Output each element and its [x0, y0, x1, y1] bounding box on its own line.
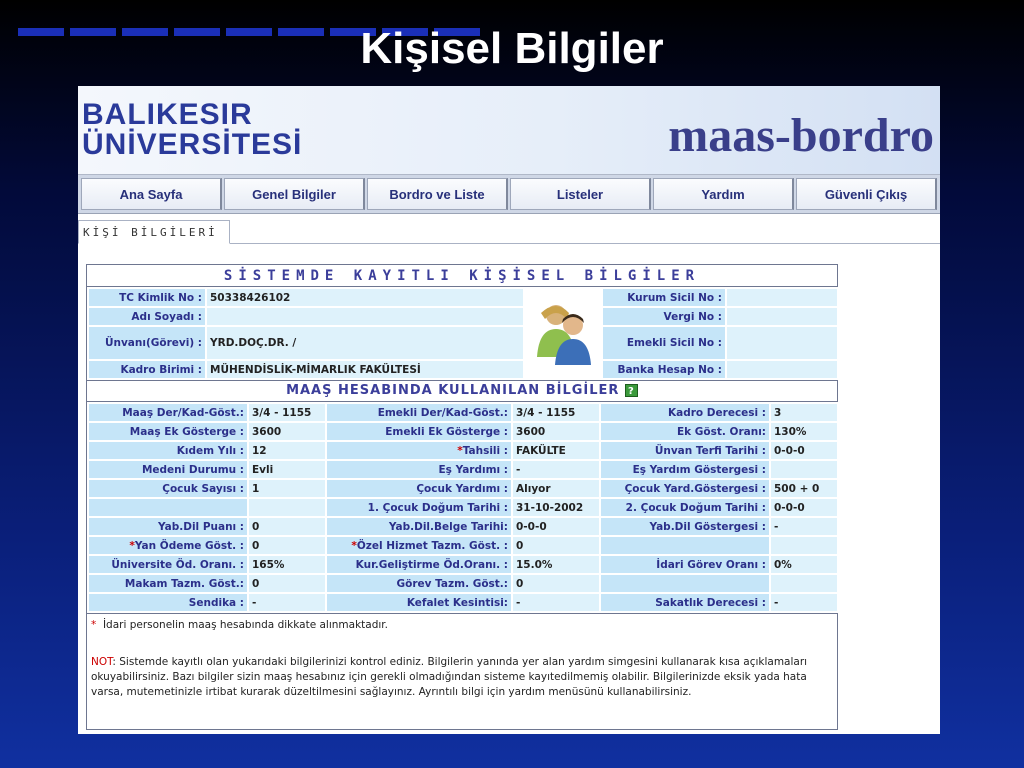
- salary-label: [88, 441, 248, 460]
- salary-label: [88, 574, 248, 593]
- salary-label: [600, 555, 770, 574]
- salary-label-text: Yab.Dil Göstergesi :: [649, 520, 766, 533]
- table-row: [88, 441, 838, 460]
- salary-label-text: Kur.Geliştirme Öd.Oranı. :: [355, 558, 508, 571]
- salary-value-text: -: [774, 596, 779, 609]
- salary-label-text: Kıdem Yılı :: [176, 444, 244, 457]
- salary-label-text: Yan Ödeme Göst. :: [134, 539, 244, 552]
- salary-label: [600, 517, 770, 536]
- salary-label: [88, 422, 248, 441]
- salary-value-text: 0-0-0: [774, 444, 805, 457]
- tc-label: TC Kimlik No :: [88, 288, 206, 307]
- unit-label: Kadro Birimi :: [88, 360, 206, 379]
- asterisk-note: * İdari personelin maaş hesabında dikkate alınmaktadır.: [91, 619, 388, 631]
- salary-label: [600, 460, 770, 479]
- users-icon: [535, 299, 591, 365]
- salary-value: [248, 555, 326, 574]
- salary-value-text: 3/4 - 1155: [516, 406, 576, 419]
- salary-label-text: Maaş Der/Kad-Göst.:: [122, 406, 244, 419]
- salary-value-text: 0: [516, 539, 524, 552]
- salary-label: [326, 479, 512, 498]
- salary-value: [248, 574, 326, 593]
- table-row: [88, 403, 838, 422]
- table-row: [88, 574, 838, 593]
- salary-value: [248, 536, 326, 555]
- salary-label: [600, 479, 770, 498]
- salary-value-text: 3600: [516, 425, 546, 438]
- salary-label-text: Eş Yardım Göstergesi :: [632, 463, 766, 476]
- salary-value-text: 0-0-0: [774, 501, 805, 514]
- name-value: [206, 307, 524, 326]
- app-logo: maas-bordro: [668, 109, 934, 162]
- note-label: NOT: [91, 656, 113, 668]
- salary-value-text: 0-0-0: [516, 520, 547, 533]
- app-banner: [78, 86, 940, 174]
- salary-value: [248, 593, 326, 612]
- salary-label: [88, 479, 248, 498]
- salary-label: *Tahsili :: [326, 441, 512, 460]
- salary-value: [248, 441, 326, 460]
- university-logo-line1: BALIKESIR: [82, 98, 253, 131]
- salary-value: [512, 517, 600, 536]
- salary-value: [770, 403, 838, 422]
- salary-label: [326, 517, 512, 536]
- salary-table: [87, 402, 839, 613]
- salary-value: [512, 536, 600, 555]
- salary-value-text: 3/4 - 1155: [252, 406, 312, 419]
- salary-value: [512, 574, 600, 593]
- salary-label-text: Medeni Durumu :: [141, 463, 244, 476]
- salary-label-text: Maaş Ek Gösterge :: [129, 425, 244, 438]
- table-row: [88, 479, 838, 498]
- kurum-label: Kurum Sicil No :: [602, 288, 726, 307]
- vergi-label: Vergi No :: [602, 307, 726, 326]
- salary-value-text: 3600: [252, 425, 282, 438]
- salary-value: [248, 479, 326, 498]
- table-row: [88, 498, 838, 517]
- kurum-value: [726, 288, 838, 307]
- salary-value: [512, 593, 600, 612]
- salary-label: [600, 593, 770, 612]
- salary-value: [248, 422, 326, 441]
- salary-label-text: Tahsili :: [462, 444, 508, 457]
- salary-value-text: FAKÜLTE: [516, 444, 566, 457]
- salary-label-text: Makam Tazm. Göst.:: [124, 577, 244, 590]
- main-nav: [78, 174, 940, 214]
- notes-section: [87, 613, 837, 727]
- salary-label-text: Emekli Ek Gösterge :: [385, 425, 508, 438]
- salary-value: [770, 536, 838, 555]
- salary-value-text: 0: [252, 539, 260, 552]
- salary-value: [512, 555, 600, 574]
- salary-value-text: 0: [516, 577, 524, 590]
- salary-label-text: Sendika :: [188, 596, 244, 609]
- salary-label-text: İdari Görev Oranı :: [656, 558, 766, 571]
- salary-value: [248, 403, 326, 422]
- banka-label: Banka Hesap No :: [602, 360, 726, 379]
- unit-value: MÜHENDİSLİK-MİMARLIK FAKÜLTESİ: [206, 360, 524, 379]
- salary-label-text: Yab.Dil Puanı :: [158, 520, 244, 533]
- university-logo-line2: ÜNİVERSİTESİ: [82, 128, 303, 161]
- salary-value: [512, 422, 600, 441]
- salary-label-text: Sakatlık Derecesi :: [655, 596, 766, 609]
- salary-label: *Özel Hizmet Tazm. Göst. :: [326, 536, 512, 555]
- salary-value: [770, 498, 838, 517]
- salary-value-text: 500 + 0: [774, 482, 820, 495]
- info-note: [91, 655, 833, 700]
- university-logo: [82, 100, 302, 160]
- salary-value: [248, 517, 326, 536]
- nav-logout[interactable]: Güvenli Çıkış: [796, 178, 937, 210]
- salary-value-text: -: [774, 520, 779, 533]
- table-row: [88, 536, 838, 555]
- salary-value-text: 1: [252, 482, 260, 495]
- salary-label-text: Çocuk Yard.Göstergesi :: [624, 482, 766, 495]
- salary-value: [512, 498, 600, 517]
- salary-value: [512, 460, 600, 479]
- salary-label-text: Çocuk Yardımı :: [416, 482, 508, 495]
- salary-label: [88, 498, 248, 517]
- salary-value: [512, 441, 600, 460]
- title-label: Ünvanı(Görevi) :: [88, 326, 206, 360]
- table-row: [88, 288, 838, 307]
- salary-label-text: Yab.Dil.Belge Tarihi:: [388, 520, 508, 533]
- salary-value-text: Alıyor: [516, 482, 551, 495]
- table-row: [88, 422, 838, 441]
- nav-payroll-list[interactable]: Bordro ve Liste: [367, 178, 508, 210]
- salary-value: [770, 422, 838, 441]
- help-icon[interactable]: ?: [625, 384, 638, 397]
- salary-value-text: Evli: [252, 463, 274, 476]
- emekli-label: Emekli Sicil No :: [602, 326, 726, 360]
- table-row: [88, 460, 838, 479]
- salary-value: [770, 479, 838, 498]
- salary-label-text: Ek Göst. Oranı:: [676, 425, 766, 438]
- salary-label-text: Üniversite Öd. Oranı. :: [111, 558, 244, 571]
- salary-value-text: 130%: [774, 425, 807, 438]
- salary-label-text: Özel Hizmet Tazm. Göst. :: [356, 539, 508, 552]
- salary-value-text: 0%: [774, 558, 792, 571]
- salary-value-text: -: [252, 596, 257, 609]
- nav-home[interactable]: Ana Sayfa: [81, 178, 222, 210]
- salary-label-text: Eş Yardımı :: [438, 463, 508, 476]
- salary-title-text: MAAŞ HESABINDA KULLANILAN BİLGİLER: [286, 383, 620, 398]
- slide-title: Kişisel Bilgiler: [360, 24, 664, 73]
- vergi-value: [726, 307, 838, 326]
- salary-value: [512, 479, 600, 498]
- salary-label: [88, 517, 248, 536]
- note-text: : Sistemde kayıtlı olan yukarıdaki bilgilerinizi kontrol ediniz. Bilgilerin yanında yer alan yardım simgesini kullanarak kısa açıklamaları okuyabilirsiniz. Bazı bilgiler sizin maaş hesabınız için gerekli olmadığından sisteme kayıtedilmemiş olabilir. Bilgilerinizde eksik yada hata varsa, mutemetinizle irtibat kurarak düzeltilmesini sağlayınız. Ayrıntılı bilgi için yardım menüsünü kullanabilirsiniz.: [91, 656, 808, 698]
- salary-value-text: 3: [774, 406, 782, 419]
- salary-label: [326, 574, 512, 593]
- salary-label: [326, 593, 512, 612]
- salary-value-text: -: [516, 596, 521, 609]
- table-row: [88, 555, 838, 574]
- tc-value: 50338426102: [206, 288, 524, 307]
- tab-bar: [78, 218, 940, 244]
- salary-value-text: -: [516, 463, 521, 476]
- salary-label: [600, 574, 770, 593]
- personal-info-panel: [86, 264, 838, 730]
- salary-label: [600, 536, 770, 555]
- salary-label: [326, 555, 512, 574]
- table-row: [88, 517, 838, 536]
- salary-label: *Yan Ödeme Göst. :: [88, 536, 248, 555]
- salary-label-text: Kefalet Kesintisi:: [406, 596, 508, 609]
- salary-label: [326, 460, 512, 479]
- salary-label-text: 2. Çocuk Doğum Tarihi :: [625, 501, 766, 514]
- salary-label: [326, 403, 512, 422]
- salary-label-text: Çocuk Sayısı :: [162, 482, 244, 495]
- salary-label: [600, 422, 770, 441]
- salary-value: [770, 460, 838, 479]
- emekli-value: [726, 326, 838, 360]
- salary-value-text: 12: [252, 444, 267, 457]
- nav-lists[interactable]: Listeler: [510, 178, 651, 210]
- salary-label: [600, 441, 770, 460]
- title-value: YRD.DOÇ.DR. /: [206, 326, 524, 360]
- salary-label: [88, 593, 248, 612]
- salary-value: [770, 574, 838, 593]
- salary-label: [326, 498, 512, 517]
- salary-label: [88, 555, 248, 574]
- asterisk-note-text: İdari personelin maaş hesabında dikkate alınmaktadır.: [102, 619, 388, 631]
- nav-general-info[interactable]: Genel Bilgiler: [224, 178, 365, 210]
- table-row: [88, 360, 838, 379]
- table-row: [88, 326, 838, 360]
- table-row: [88, 307, 838, 326]
- user-avatar: [524, 288, 602, 379]
- tab-personal-info[interactable]: KİŞİ BİLGİLERİ: [78, 220, 230, 244]
- salary-label-text: 1. Çocuk Doğum Tarihi :: [367, 501, 508, 514]
- nav-help[interactable]: Yardım: [653, 178, 794, 210]
- salary-label-text: Kadro Derecesi :: [668, 406, 766, 419]
- salary-value: [512, 403, 600, 422]
- salary-value: [770, 555, 838, 574]
- salary-value-text: 165%: [252, 558, 285, 571]
- salary-value-text: 31-10-2002: [516, 501, 584, 514]
- app-screenshot: [78, 86, 940, 734]
- salary-label: [600, 403, 770, 422]
- table-row: [88, 593, 838, 612]
- salary-label: [88, 460, 248, 479]
- salary-value: [770, 441, 838, 460]
- salary-label: [88, 403, 248, 422]
- salary-label-text: Görev Tazm. Göst.:: [396, 577, 508, 590]
- personal-table: [87, 287, 839, 380]
- salary-value: [770, 517, 838, 536]
- panel-title: SİSTEMDE KAYITLI KİŞİSEL BİLGİLER: [87, 265, 837, 287]
- salary-label-text: Emekli Der/Kad-Göst.:: [377, 406, 508, 419]
- salary-label-text: Ünvan Terfi Tarihi :: [654, 444, 766, 457]
- salary-value: [770, 593, 838, 612]
- banka-value: [726, 360, 838, 379]
- name-label: Adı Soyadı :: [88, 307, 206, 326]
- salary-section-title: [87, 380, 837, 402]
- salary-value-text: 15.0%: [516, 558, 553, 571]
- salary-label: [326, 422, 512, 441]
- salary-value-text: 0: [252, 577, 260, 590]
- salary-value: [248, 460, 326, 479]
- salary-label: [600, 498, 770, 517]
- salary-value: [248, 498, 326, 517]
- salary-value-text: 0: [252, 520, 260, 533]
